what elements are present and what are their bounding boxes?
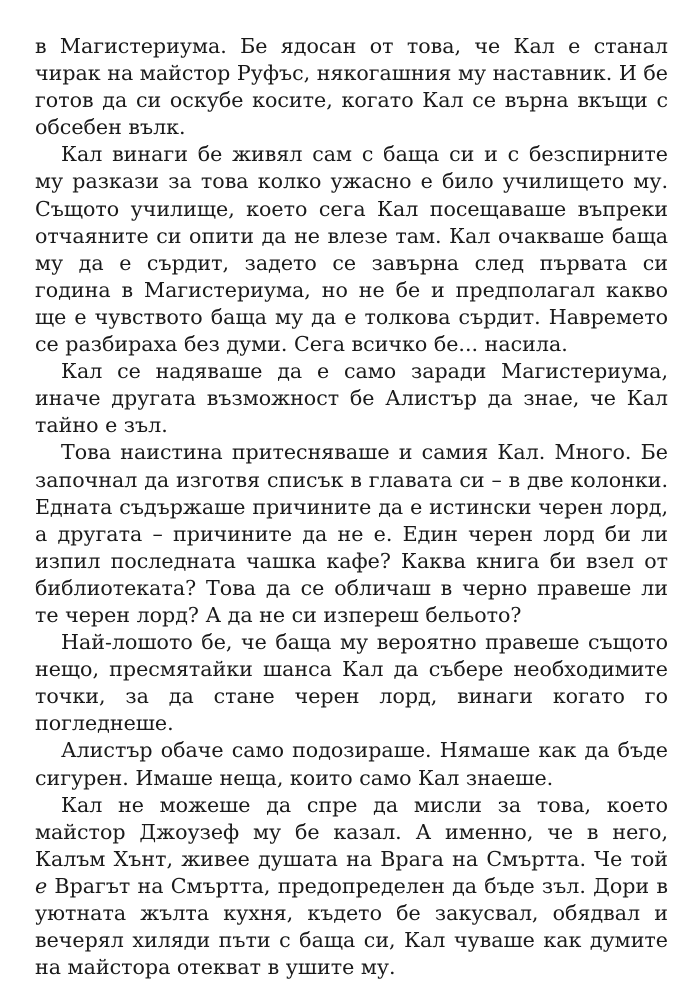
paragraph-4: Това наистина притесняваше и самия Кал. Много. Бе започнал да изготвя списък в главата си – в две колонки. Едната съдържаше причините да е истински черен лорд, а другата – причините да не е. Един черен лорд би ли изпил последната чашка кафе? Каква книга би взел от библиотеката? Това да се обличаш в черно правеше ли те черен лорд? А да не си изпереш бельото?	[35, 440, 668, 627]
paragraph-1: в Магистериума. Бе ядосан от това, че Кал е станал чирак на майстор Руфъс, някогашния му наставник. И бе готов да си оскубе косите, когато Кал се върна вкъщи с обсебен вълк.	[35, 34, 668, 140]
paragraph-5: Най-лошото бе, че баща му вероятно правеше същото нещо, пресмятайки шанса Кал да събере необходимите точки, за да стане черен лорд, винаги когато го погледнеше.	[35, 630, 668, 736]
paragraph-6: Алистър обаче само подозираше. Нямаше как да бъде сигурен. Имаше неща, които само Кал знаеше.	[35, 738, 668, 790]
paragraph-3: Кал се надяваше да е само заради Магистериума, иначе другата възможност бе Алистър да знае, че Кал тайно е зъл.	[35, 359, 668, 438]
paragraph-7	[35, 792, 668, 982]
paragraph-7-before: Кал не можеше да спре да мисли за това, което майстор Джоузеф му бе казал. А именно, че в него, Калъм Хънт, живее душата на Врага на Смъртта. Че той	[35, 792, 668, 871]
paragraph-7-after: Врагът на Смъртта, предопределен да бъде зъл. Дори в уютната жълта кухня, където бе закусвал, обядвал и вечерял хиляди пъти с баща си, Кал чуваше как думите на майстора отекват в ушите му.	[35, 873, 668, 980]
paragraph-2: Кал винаги бе живял сам с баща си и с безспирните му разкази за това колко ужасно е било училището му. Същото училище, което сега Кал посещаваше въпреки отчаяните си опити да не влезе там. Кал очакваше баща му да е сърдит, задето се завърна след първата си година в Магистериума, но не бе и предполагал какво ще е чувството баща му да е толкова сърдит. Навремето се разбираха без думи. Сега всичко бе... насила.	[35, 142, 668, 357]
paragraph-7-emphasis: е	[35, 873, 48, 898]
